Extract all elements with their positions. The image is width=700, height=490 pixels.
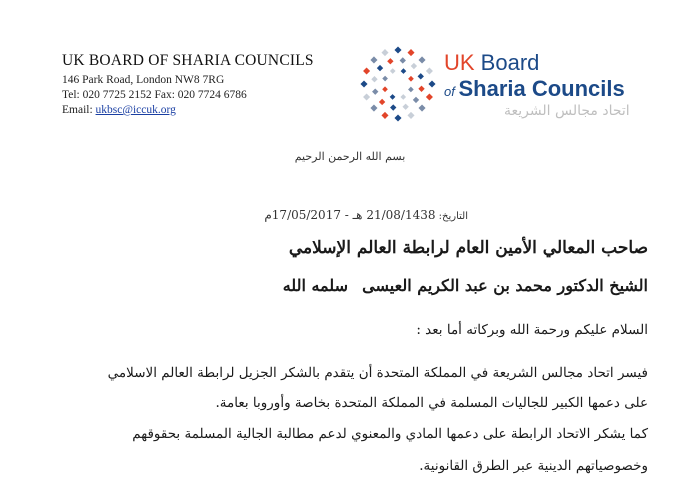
logo-star-tile (382, 76, 388, 82)
addressee-salute: سلمه الله (282, 276, 348, 295)
logo-star-tile (413, 97, 419, 103)
logo-star-tile (400, 94, 406, 100)
logo-star-tile (426, 67, 433, 74)
addressee-title: صاحب المعالي الأمين العام لرابطة العالم الإسلامي (288, 238, 648, 258)
org-logo (356, 42, 646, 124)
logo-star-tile (419, 105, 426, 112)
body-line: على دعمها الكبير للجاليات المسلمة في المملكة المتحدة بخاصة وأوروبا بعامة. (215, 395, 648, 411)
logo-star-tile (360, 80, 367, 87)
logo-subtitle-name: Sharia Councils (458, 76, 625, 101)
logo-title (444, 50, 539, 76)
date-value: 21/08/1438 هـ - 17/05/2017م (264, 208, 436, 222)
logo-star-tile (401, 68, 407, 74)
org-name: UK BOARD OF SHARIA COUNCILS (62, 52, 314, 69)
logo-star-tile (394, 46, 401, 53)
body-line: وخصوصياتهم الدينية عبر الطرق القانونية. (419, 458, 648, 474)
logo-star-tile (387, 58, 393, 64)
body-line: السلام عليكم ورحمة الله وبركاته أما بعد : (416, 322, 648, 338)
logo-star-tile (418, 73, 424, 79)
basmala: بسم الله الرحمن الرحيم (294, 150, 406, 163)
logo-star-tile (411, 63, 417, 69)
email-label: Email: (62, 104, 96, 116)
logo-star-tile (372, 88, 378, 94)
logo-subtitle (444, 76, 625, 102)
letter-date (264, 208, 468, 222)
logo-star-tile (390, 94, 396, 100)
logo-star-tile (407, 112, 414, 119)
logo-star-tile (363, 67, 370, 74)
org-phone-fax: Tel: 020 7725 2152 Fax: 020 7724 6786 (62, 89, 247, 101)
logo-star-tile (390, 68, 396, 74)
logo-subtitle-of: of (444, 84, 459, 99)
logo-title-uk: UK (444, 50, 475, 75)
logo-arabic-name: اتحاد مجالس الشريعة (504, 103, 630, 119)
logo-star-tile (426, 93, 433, 100)
body-line: فيسر اتحاد مجالس الشريعة في المملكة المتحدة أن يتقدم بالشكر الجزيل لرابطة العالم الاسلامي (107, 365, 648, 381)
org-address: 146 Park Road, London NW8 7RG (62, 74, 225, 86)
logo-star-tile (408, 76, 414, 82)
logo-star-tile (370, 105, 377, 112)
logo-star-tile (377, 65, 383, 71)
body-line: كما يشكر الاتحاد الرابطة على دعمها المادي والمعنوي لدعم مطالبة الجالية المسلمة بحقوقهم (132, 426, 648, 442)
logo-star-tile (419, 56, 426, 63)
logo-star-tile (382, 86, 388, 92)
logo-title-board: Board (474, 50, 540, 75)
logo-star-tile (394, 114, 401, 121)
date-label: التاريخ: (435, 211, 468, 222)
logo-star-tile (363, 93, 370, 100)
logo-star-tile (428, 80, 435, 87)
logo-star-tile (407, 49, 414, 56)
email-link[interactable]: ukbsc@iccuk.org (95, 104, 176, 116)
addressee-name: الشيخ الدكتور محمد بن عبد الكريم العيسى (362, 276, 648, 295)
letterhead-contact (62, 52, 362, 118)
logo-star-tile (400, 57, 406, 63)
logo-star-tile (418, 86, 424, 92)
logo-star-tile (379, 99, 385, 105)
logo-star-tile (381, 112, 388, 119)
logo-star-tile (370, 56, 377, 63)
logo-star-tile (408, 87, 414, 93)
logo-star-tile (402, 104, 408, 110)
geometric-star-logo-icon (356, 42, 440, 126)
logo-star-tile (371, 76, 377, 82)
logo-star-tile (381, 49, 388, 56)
logo-star-tile (390, 104, 396, 110)
org-email-line (62, 103, 362, 118)
